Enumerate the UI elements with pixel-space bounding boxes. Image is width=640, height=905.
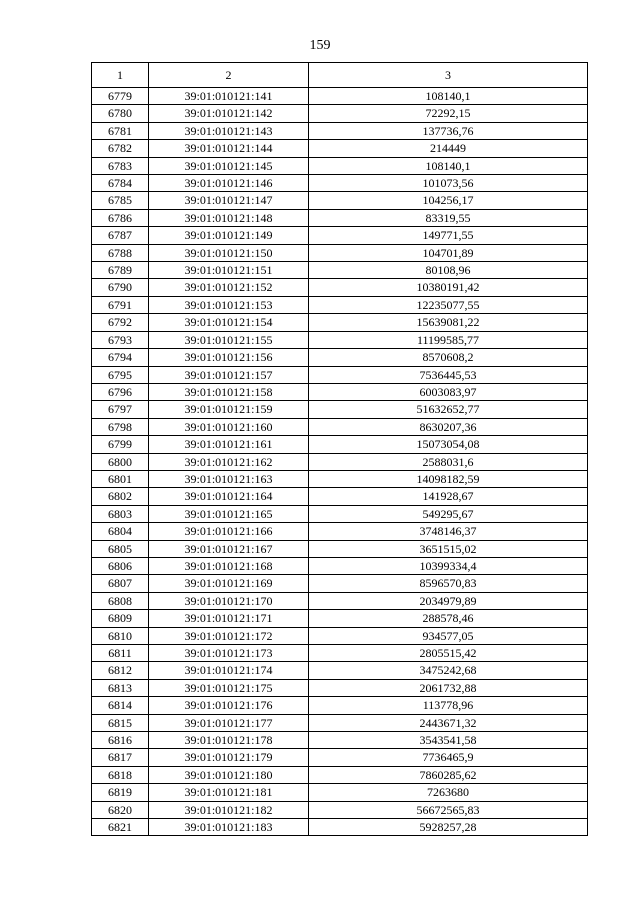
table-row: [92, 540, 588, 557]
row-number-cell: 6800: [92, 453, 149, 470]
row-number-cell: 6798: [92, 418, 149, 435]
row-number-cell: 6787: [92, 227, 149, 244]
row-number-cell: 6795: [92, 366, 149, 383]
cadastral-number-cell: 39:01:010121:151: [149, 262, 309, 279]
cadastral-number-cell: 39:01:010121:171: [149, 610, 309, 627]
table-row: [92, 140, 588, 157]
row-number-cell: 6791: [92, 296, 149, 313]
table-row: [92, 749, 588, 766]
cadastral-number-cell: 39:01:010121:143: [149, 122, 309, 139]
value-cell: 83319,55: [309, 209, 588, 226]
table-row: [92, 645, 588, 662]
value-cell: 11199585,77: [309, 331, 588, 348]
cadastral-number-cell: 39:01:010121:166: [149, 523, 309, 540]
value-cell: 6003083,97: [309, 383, 588, 400]
row-number-cell: 6815: [92, 714, 149, 731]
row-number-cell: 6789: [92, 262, 149, 279]
cadastral-number-cell: 39:01:010121:147: [149, 192, 309, 209]
column-header-3: 3: [309, 63, 588, 88]
cadastral-number-cell: 39:01:010121:152: [149, 279, 309, 296]
row-number-cell: 6808: [92, 592, 149, 609]
cadastral-number-cell: 39:01:010121:181: [149, 784, 309, 801]
table-row: [92, 557, 588, 574]
value-cell: 3475242,68: [309, 662, 588, 679]
row-number-cell: 6821: [92, 819, 149, 836]
row-number-cell: 6797: [92, 401, 149, 418]
row-number-cell: 6781: [92, 122, 149, 139]
row-number-cell: 6809: [92, 610, 149, 627]
cadastral-number-cell: 39:01:010121:145: [149, 157, 309, 174]
row-number-cell: 6810: [92, 627, 149, 644]
cadastral-number-cell: 39:01:010121:141: [149, 88, 309, 105]
table-row: [92, 784, 588, 801]
table-row: [92, 157, 588, 174]
table-row: [92, 105, 588, 122]
value-cell: 12235077,55: [309, 296, 588, 313]
cadastral-number-cell: 39:01:010121:177: [149, 714, 309, 731]
value-cell: 3748146,37: [309, 523, 588, 540]
row-number-cell: 6801: [92, 470, 149, 487]
cadastral-number-cell: 39:01:010121:146: [149, 175, 309, 192]
table-row: [92, 575, 588, 592]
value-cell: 15639081,22: [309, 314, 588, 331]
value-cell: 7263680: [309, 784, 588, 801]
cadastral-number-cell: 39:01:010121:155: [149, 331, 309, 348]
table-row: [92, 383, 588, 400]
row-number-cell: 6816: [92, 732, 149, 749]
table-row: [92, 418, 588, 435]
cadastral-number-cell: 39:01:010121:169: [149, 575, 309, 592]
value-cell: 5928257,28: [309, 819, 588, 836]
cadastral-number-cell: 39:01:010121:162: [149, 453, 309, 470]
row-number-cell: 6779: [92, 88, 149, 105]
row-number-cell: 6796: [92, 383, 149, 400]
value-cell: 934577,05: [309, 627, 588, 644]
value-cell: 7860285,62: [309, 766, 588, 783]
row-number-cell: 6782: [92, 140, 149, 157]
row-number-cell: 6814: [92, 697, 149, 714]
table-row: [92, 697, 588, 714]
row-number-cell: 6784: [92, 175, 149, 192]
cadastral-number-cell: 39:01:010121:148: [149, 209, 309, 226]
table-row: [92, 436, 588, 453]
row-number-cell: 6819: [92, 784, 149, 801]
row-number-cell: 6813: [92, 679, 149, 696]
row-number-cell: 6783: [92, 157, 149, 174]
table-row: [92, 523, 588, 540]
table-row: [92, 470, 588, 487]
value-cell: 10380191,42: [309, 279, 588, 296]
row-number-cell: 6785: [92, 192, 149, 209]
value-cell: 3543541,58: [309, 732, 588, 749]
cadastral-number-cell: 39:01:010121:161: [149, 436, 309, 453]
table-row: [92, 262, 588, 279]
table-row: [92, 366, 588, 383]
row-number-cell: 6788: [92, 244, 149, 261]
table-row: [92, 801, 588, 818]
value-cell: 56672565,83: [309, 801, 588, 818]
value-cell: 14098182,59: [309, 470, 588, 487]
value-cell: 8596570,83: [309, 575, 588, 592]
table-row: [92, 488, 588, 505]
value-cell: 214449: [309, 140, 588, 157]
value-cell: 2805515,42: [309, 645, 588, 662]
row-number-cell: 6811: [92, 645, 149, 662]
data-table: [91, 62, 588, 836]
table-row: [92, 314, 588, 331]
value-cell: 137736,76: [309, 122, 588, 139]
value-cell: 15073054,08: [309, 436, 588, 453]
value-cell: 108140,1: [309, 88, 588, 105]
table-row: [92, 192, 588, 209]
table-row: [92, 662, 588, 679]
table-row: [92, 175, 588, 192]
table-row: [92, 349, 588, 366]
value-cell: 72292,15: [309, 105, 588, 122]
table-row: [92, 401, 588, 418]
table-row: [92, 227, 588, 244]
cadastral-number-cell: 39:01:010121:160: [149, 418, 309, 435]
value-cell: 141928,67: [309, 488, 588, 505]
row-number-cell: 6786: [92, 209, 149, 226]
cadastral-number-cell: 39:01:010121:156: [149, 349, 309, 366]
value-cell: 2588031,6: [309, 453, 588, 470]
table-body: [92, 88, 588, 836]
row-number-cell: 6790: [92, 279, 149, 296]
cadastral-number-cell: 39:01:010121:150: [149, 244, 309, 261]
cadastral-number-cell: 39:01:010121:175: [149, 679, 309, 696]
cadastral-number-cell: 39:01:010121:144: [149, 140, 309, 157]
row-number-cell: 6804: [92, 523, 149, 540]
cadastral-number-cell: 39:01:010121:168: [149, 557, 309, 574]
row-number-cell: 6817: [92, 749, 149, 766]
value-cell: 2443671,32: [309, 714, 588, 731]
cadastral-number-cell: 39:01:010121:158: [149, 383, 309, 400]
cadastral-number-cell: 39:01:010121:170: [149, 592, 309, 609]
table-row: [92, 610, 588, 627]
cadastral-number-cell: 39:01:010121:174: [149, 662, 309, 679]
value-cell: 8570608,2: [309, 349, 588, 366]
table-row: [92, 453, 588, 470]
table-row: [92, 244, 588, 261]
value-cell: 80108,96: [309, 262, 588, 279]
cadastral-number-cell: 39:01:010121:176: [149, 697, 309, 714]
value-cell: 113778,96: [309, 697, 588, 714]
value-cell: 101073,56: [309, 175, 588, 192]
table-row: [92, 331, 588, 348]
row-number-cell: 6805: [92, 540, 149, 557]
table-row: [92, 819, 588, 836]
table-row: [92, 679, 588, 696]
cadastral-number-cell: 39:01:010121:163: [149, 470, 309, 487]
cadastral-number-cell: 39:01:010121:183: [149, 819, 309, 836]
cadastral-number-cell: 39:01:010121:180: [149, 766, 309, 783]
table-row: [92, 88, 588, 105]
value-cell: 104256,17: [309, 192, 588, 209]
row-number-cell: 6794: [92, 349, 149, 366]
row-number-cell: 6793: [92, 331, 149, 348]
table-row: [92, 296, 588, 313]
row-number-cell: 6780: [92, 105, 149, 122]
cadastral-number-cell: 39:01:010121:142: [149, 105, 309, 122]
value-cell: 108140,1: [309, 157, 588, 174]
cadastral-number-cell: 39:01:010121:154: [149, 314, 309, 331]
table-row: [92, 209, 588, 226]
row-number-cell: 6818: [92, 766, 149, 783]
cadastral-number-cell: 39:01:010121:164: [149, 488, 309, 505]
row-number-cell: 6803: [92, 505, 149, 522]
row-number-cell: 6806: [92, 557, 149, 574]
table-row: [92, 732, 588, 749]
table-row: [92, 505, 588, 522]
value-cell: 149771,55: [309, 227, 588, 244]
value-cell: 549295,67: [309, 505, 588, 522]
cadastral-number-cell: 39:01:010121:178: [149, 732, 309, 749]
value-cell: 2034979,89: [309, 592, 588, 609]
header-row: [92, 63, 588, 88]
cadastral-number-cell: 39:01:010121:179: [149, 749, 309, 766]
cadastral-number-cell: 39:01:010121:159: [149, 401, 309, 418]
row-number-cell: 6792: [92, 314, 149, 331]
row-number-cell: 6802: [92, 488, 149, 505]
value-cell: 104701,89: [309, 244, 588, 261]
table-row: [92, 627, 588, 644]
row-number-cell: 6799: [92, 436, 149, 453]
value-cell: 7736465,9: [309, 749, 588, 766]
cadastral-number-cell: 39:01:010121:165: [149, 505, 309, 522]
value-cell: 2061732,88: [309, 679, 588, 696]
value-cell: 3651515,02: [309, 540, 588, 557]
cadastral-number-cell: 39:01:010121:153: [149, 296, 309, 313]
row-number-cell: 6812: [92, 662, 149, 679]
value-cell: 7536445,53: [309, 366, 588, 383]
table-row: [92, 279, 588, 296]
row-number-cell: 6807: [92, 575, 149, 592]
column-header-2: 2: [149, 63, 309, 88]
cadastral-number-cell: 39:01:010121:157: [149, 366, 309, 383]
column-header-1: 1: [92, 63, 149, 88]
cadastral-number-cell: 39:01:010121:149: [149, 227, 309, 244]
row-number-cell: 6820: [92, 801, 149, 818]
page-number: 159: [309, 38, 331, 53]
cadastral-number-cell: 39:01:010121:167: [149, 540, 309, 557]
cadastral-number-cell: 39:01:010121:173: [149, 645, 309, 662]
table-header: [92, 63, 588, 88]
value-cell: 288578,46: [309, 610, 588, 627]
value-cell: 8630207,36: [309, 418, 588, 435]
value-cell: 51632652,77: [309, 401, 588, 418]
cadastral-number-cell: 39:01:010121:172: [149, 627, 309, 644]
table-row: [92, 714, 588, 731]
value-cell: 10399334,4: [309, 557, 588, 574]
table-row: [92, 592, 588, 609]
cadastral-number-cell: 39:01:010121:182: [149, 801, 309, 818]
table-row: [92, 766, 588, 783]
table-row: [92, 122, 588, 139]
